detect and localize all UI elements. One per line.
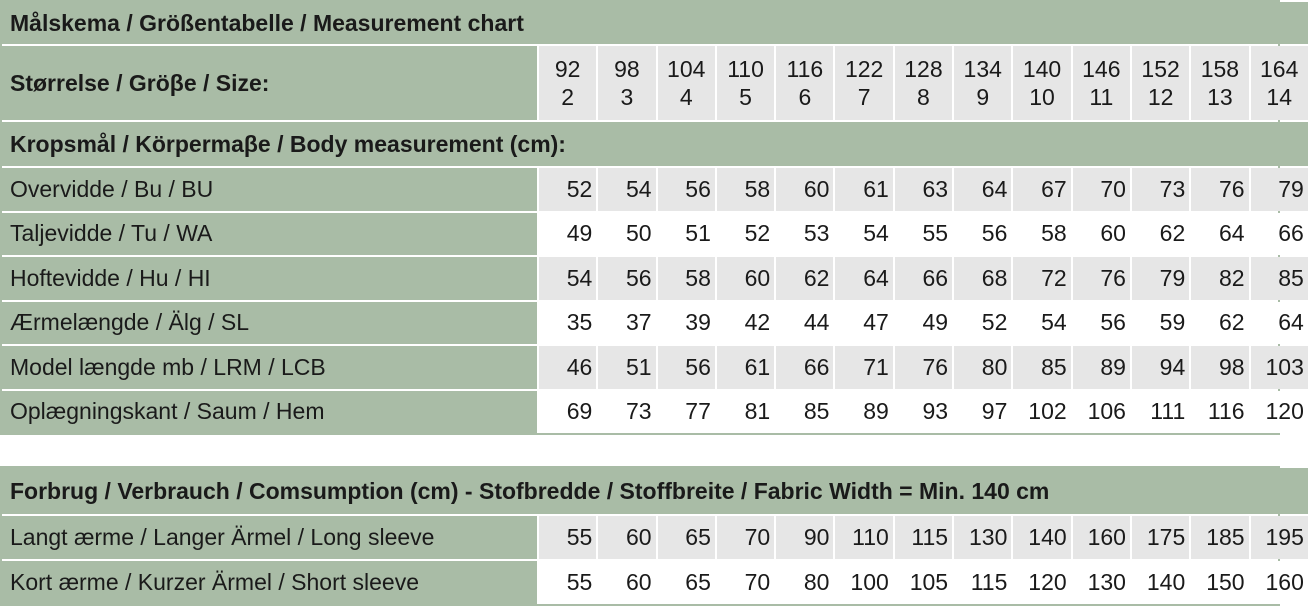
size-age: 5: [739, 84, 752, 110]
table-cell: 44: [776, 302, 833, 345]
table-cell: 116: [1191, 391, 1248, 434]
table-cell: 82: [1191, 257, 1248, 300]
table-cell: 130: [1073, 561, 1130, 604]
table-cell: 80: [776, 561, 833, 604]
table-cell: 42: [717, 302, 774, 345]
table-cell: 60: [717, 257, 774, 300]
consumption-table: [0, 466, 1304, 606]
size-header-cell: [835, 46, 892, 120]
table-cell: 54: [598, 168, 655, 211]
size-cm: 128: [904, 56, 943, 82]
table-cell: 58: [658, 257, 715, 300]
table-cell: 62: [1132, 213, 1189, 256]
size-header-cell: [895, 46, 952, 120]
size-age: 10: [1029, 84, 1055, 110]
table-cell: 115: [895, 516, 952, 559]
size-header-cell: [1191, 46, 1248, 120]
table-cell: 76: [895, 346, 952, 389]
table-cell: 140: [1013, 516, 1070, 559]
table-cell: 120: [1013, 561, 1070, 604]
table-cell: 51: [658, 213, 715, 256]
table-cell: 56: [598, 257, 655, 300]
size-cm: 146: [1082, 56, 1121, 82]
table-cell: 115: [954, 561, 1011, 604]
size-cm: 158: [1200, 56, 1240, 82]
row-label: Hoftevidde / Hu / HI: [2, 257, 537, 300]
table-cell: 58: [717, 168, 774, 211]
table-cell: 56: [954, 213, 1011, 256]
table-cell: 52: [954, 302, 1011, 345]
size-cm: 110: [727, 56, 764, 82]
table-cell: 65: [658, 561, 715, 604]
table-cell: 53: [776, 213, 833, 256]
table-cell: 66: [895, 257, 952, 300]
size-header-cell: [1073, 46, 1130, 120]
size-header-cell: [717, 46, 774, 120]
table-cell: 64: [1251, 302, 1308, 345]
table-cell: 55: [539, 561, 596, 604]
table-cell: 70: [717, 516, 774, 559]
table-cell: 35: [539, 302, 596, 345]
table-cell: 175: [1132, 516, 1189, 559]
size-cm: 152: [1141, 56, 1180, 82]
table-cell: 68: [954, 257, 1011, 300]
table-cell: 79: [1251, 168, 1308, 211]
table-cell: 52: [539, 168, 596, 211]
table-cell: 85: [1013, 346, 1070, 389]
table-cell: 195: [1251, 516, 1308, 559]
table-cell: 66: [1251, 213, 1308, 256]
table-cell: 56: [658, 168, 715, 211]
table-cell: 140: [1132, 561, 1189, 604]
table-cell: 185: [1191, 516, 1248, 559]
table-cell: 64: [1191, 213, 1248, 256]
table-cell: 58: [1013, 213, 1070, 256]
table-cell: 37: [598, 302, 655, 345]
table-cell: 160: [1251, 561, 1308, 604]
table-cell: 62: [1191, 302, 1248, 345]
table-cell: 85: [1251, 257, 1308, 300]
size-cm: 164: [1260, 56, 1299, 82]
table-cell: 100: [835, 561, 892, 604]
table-cell: 73: [598, 391, 655, 434]
table-cell: 62: [776, 257, 833, 300]
table-cell: 72: [1013, 257, 1070, 300]
table-cell: 89: [1073, 346, 1130, 389]
table-cell: 54: [835, 213, 892, 256]
size-cm: 104: [667, 56, 706, 82]
size-age: 8: [917, 84, 930, 110]
table-cell: 65: [658, 516, 715, 559]
size-age: 3: [620, 84, 634, 110]
table-cell: 64: [954, 168, 1011, 211]
table-cell: 160: [1073, 516, 1130, 559]
table-cell: 59: [1132, 302, 1189, 345]
table-cell: 56: [1073, 302, 1130, 345]
table-cell: 54: [1013, 302, 1070, 345]
table-cell: 63: [895, 168, 952, 211]
table-cell: 77: [658, 391, 715, 434]
table-cell: 69: [539, 391, 596, 434]
table-cell: 67: [1013, 168, 1070, 211]
table-cell: 97: [954, 391, 1011, 434]
row-label: Langt ærme / Langer Ärmel / Long sleeve: [2, 516, 537, 559]
row-label: Overvidde / Bu / BU: [2, 168, 537, 211]
table-cell: 120: [1251, 391, 1308, 434]
size-header-cell: [1132, 46, 1189, 120]
table-cell: 50: [598, 213, 655, 256]
table-cell: 90: [776, 516, 833, 559]
body-measurement-section-title: Kropsmål / Körpermaβe / Body measurement (cm):: [2, 122, 1308, 166]
table-cell: 106: [1073, 391, 1130, 434]
table-cell: 54: [539, 257, 596, 300]
size-age: 9: [976, 84, 990, 110]
table-cell: 85: [776, 391, 833, 434]
row-label: Model længde mb / LRM / LCB: [2, 346, 537, 389]
table-cell: 73: [1132, 168, 1189, 211]
size-cm: 140: [1022, 56, 1062, 82]
size-header-cell: [1013, 46, 1070, 120]
size-cm: 92: [554, 56, 581, 82]
size-header-cell: [658, 46, 715, 120]
size-cm: 122: [844, 56, 884, 82]
table-cell: 55: [895, 213, 952, 256]
size-header-cell: [539, 46, 596, 120]
table-cell: 70: [717, 561, 774, 604]
size-age: 13: [1207, 84, 1233, 110]
table-cell: 80: [954, 346, 1011, 389]
table-cell: 55: [539, 516, 596, 559]
consumption-title: Forbrug / Verbrauch / Comsumption (cm) - Stofbredde / Stoffbreite / Fabric Width = Min. 140 cm: [2, 468, 1308, 514]
table-cell: 81: [717, 391, 774, 434]
table-cell: 98: [1191, 346, 1248, 389]
row-label: Kort ærme / Kurzer Ärmel / Short sleeve: [2, 561, 537, 604]
table-cell: 70: [1073, 168, 1130, 211]
table-cell: 130: [954, 516, 1011, 559]
table-cell: 60: [598, 516, 655, 559]
size-header-cell: [954, 46, 1011, 120]
table-cell: 105: [895, 561, 952, 604]
table-cell: 102: [1013, 391, 1070, 434]
size-age: 6: [798, 84, 812, 110]
table-cell: 49: [539, 213, 596, 256]
table-cell: 150: [1191, 561, 1248, 604]
row-label: Oplægningskant / Saum / Hem: [2, 391, 537, 434]
table-cell: 60: [1073, 213, 1130, 256]
size-cm: 134: [963, 56, 1002, 82]
table-cell: 94: [1132, 346, 1189, 389]
table-cell: 56: [658, 346, 715, 389]
table-cell: 39: [658, 302, 715, 345]
table-cell: 60: [598, 561, 655, 604]
size-age: 2: [561, 84, 575, 110]
table-cell: 89: [835, 391, 892, 434]
table-cell: 61: [717, 346, 774, 389]
table-cell: 111: [1132, 391, 1189, 434]
table-cell: 103: [1251, 346, 1308, 389]
size-header-cell: [1251, 46, 1308, 120]
size-age: 4: [679, 84, 693, 110]
row-label: Taljevidde / Tu / WA: [2, 213, 537, 256]
table-cell: 49: [895, 302, 952, 345]
table-cell: 47: [835, 302, 892, 345]
size-age: 14: [1266, 84, 1292, 110]
size-header-cell: [598, 46, 655, 120]
size-age: 7: [857, 84, 871, 110]
size-cm: 98: [614, 56, 640, 82]
table-cell: 64: [835, 257, 892, 300]
table-cell: 66: [776, 346, 833, 389]
row-label: Ærmelængde / Älg / SL: [2, 302, 537, 345]
size-row-label: Størrelse / Gröβe / Size:: [2, 46, 537, 120]
table-cell: 61: [835, 168, 892, 211]
table-cell: 76: [1073, 257, 1130, 300]
table-cell: 52: [717, 213, 774, 256]
measurement-chart-title: Målskema / Größentabelle / Measurement chart: [2, 2, 1308, 44]
table-cell: 60: [776, 168, 833, 211]
size-age: 12: [1147, 84, 1174, 110]
table-cell: 71: [835, 346, 892, 389]
table-cell: 76: [1191, 168, 1248, 211]
table-cell: 79: [1132, 257, 1189, 300]
size-header-cell: [776, 46, 833, 120]
table-cell: 110: [835, 516, 892, 559]
table-cell: 93: [895, 391, 952, 434]
table-cell: 51: [598, 346, 655, 389]
table-cell: 46: [539, 346, 596, 389]
size-cm: 116: [786, 56, 824, 82]
size-age: 11: [1089, 84, 1114, 110]
